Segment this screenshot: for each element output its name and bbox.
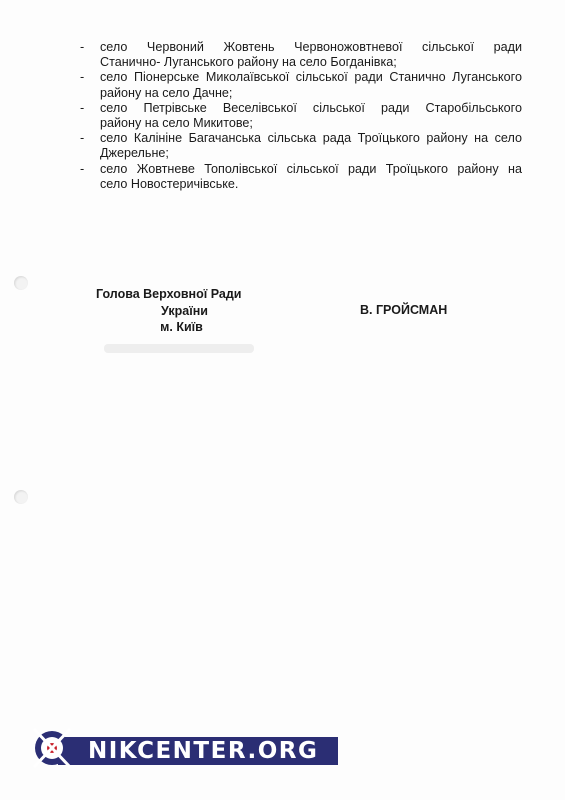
list-item-line: село Калініне Багачанська сільська рада Троїцького району на село [100, 131, 522, 146]
list-dash: - [80, 131, 85, 146]
list-item-line: Джерельне; [100, 146, 169, 161]
list-item-line: району на село Дачне; [100, 85, 233, 100]
list-item-line: село Новостеричівське. [100, 176, 239, 191]
list-dash: - [80, 161, 85, 176]
signatory-title-block [96, 286, 261, 336]
list-item-line: району на село Микитове; [100, 116, 253, 131]
list-item [80, 131, 522, 161]
nikcenter-logo-icon [30, 725, 86, 771]
list-dash: - [80, 40, 85, 54]
redacted-line [104, 344, 254, 353]
punch-hole [14, 276, 28, 290]
signatory-title: Голова Верховної Ради [96, 287, 242, 301]
list-item [80, 162, 522, 192]
list-item [80, 101, 522, 131]
list-item [80, 40, 522, 70]
village-rename-list [80, 40, 522, 192]
signatory-name: В. ГРОЙСМАН [360, 303, 448, 317]
list-item-line: Станично- Луганського району на село Богданівка; [100, 55, 397, 70]
watermark-logo [30, 725, 320, 771]
list-item-line: село Петрівське Веселівської сільської ради Старобільського [100, 100, 522, 115]
list-item-line: село Піонерське Миколаївської сільської ради Станично Луганського [100, 70, 522, 85]
list-dash: - [80, 100, 85, 115]
list-item-line: село Жовтневе Тополівської сільської ради Троїцького району на [100, 161, 522, 176]
watermark-text: NIKCENTER.ORG [88, 738, 319, 764]
signatory-title-country: України [161, 303, 208, 318]
signing-place: м. Київ [160, 320, 203, 334]
punch-hole [14, 490, 28, 504]
list-dash: - [80, 70, 85, 85]
list-item-line: село Червоний Жовтень Червоножовтневої сільської ради [100, 40, 522, 54]
list-item [80, 70, 522, 100]
